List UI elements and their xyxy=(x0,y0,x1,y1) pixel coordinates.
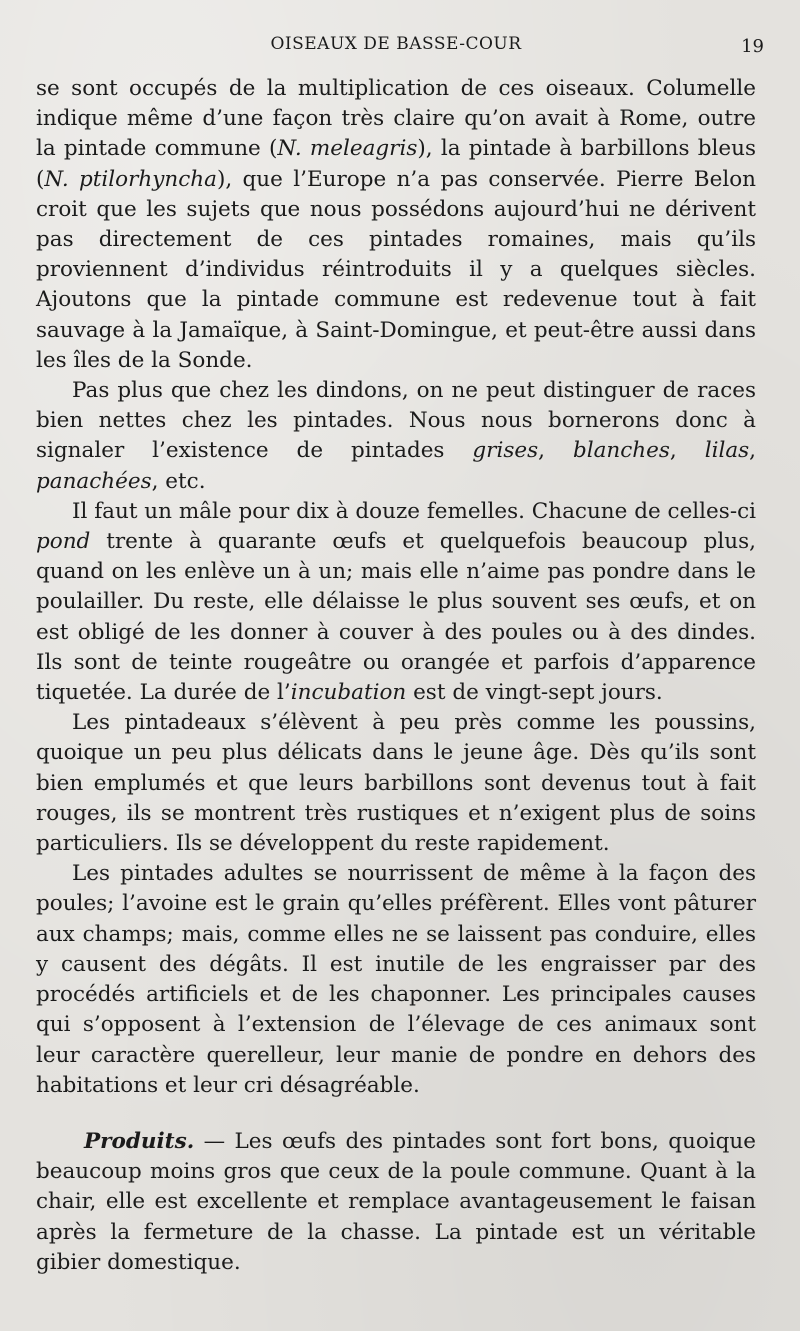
paragraph-reproduction xyxy=(36,497,756,708)
text-run: Pas plus que chez les dindons, on ne peut distinguer de races bien nettes chez les pintades. Nous nous bornerons donc à signaler l’existence de pintades xyxy=(36,378,756,464)
paragraph-races xyxy=(36,376,756,497)
paragraph-pintadeaux xyxy=(36,708,756,859)
paragraph-continued xyxy=(36,74,756,376)
text-run: Les pintadeaux s’élèvent à peu près comme les poussins, quoique un peu plus délicats dans le jeune âge. Dès qu’ils sont bien emplumés et que leurs barbillons sont devenus tout à fait rouges, ils se montrent très rustiques et n’exigent plus de soins particuliers. Ils se développent du reste rapidement. xyxy=(36,710,756,857)
text-run: se sont occupés de la multiplication de ces oiseaux. Columelle indique même d’une façon très claire qu’on avait à Rome, outre la pintade commune ( xyxy=(36,76,756,162)
italic-term: panachées xyxy=(36,468,152,494)
text-run: Il faut un mâle pour dix à douze femelles. Chacune de celles-ci xyxy=(72,498,756,524)
text-run: ), que l’Europe n’a pas conservée. Pierre Belon croit que les sujets que nous possédons aujourd’hui ne dérivent pas directement de ces pintades romaines, mais qu’ils proviennent d’individus réintroduits il y a quelques siècles. Ajoutons que la pintade commune est redevenue tout à fait sauvage à la Jamaïque, à Saint-Domingue, et peut-être aussi dans les îles de la Sonde. xyxy=(36,166,756,373)
italic-term: pond xyxy=(36,529,91,555)
page-number: 19 xyxy=(741,36,764,57)
italic-term: grises xyxy=(472,438,539,464)
text-run: ), la pintade à barbillons bleus ( xyxy=(36,136,756,192)
italic-term: lilas xyxy=(704,438,750,464)
text-run: , xyxy=(749,438,757,464)
paragraph-adultes xyxy=(36,859,756,1101)
running-head xyxy=(36,34,764,60)
text-run: , xyxy=(538,438,573,464)
italic-term: incubation xyxy=(290,680,407,706)
running-title: OISEAUX DE BASSE-COUR xyxy=(270,34,522,54)
text-run: , xyxy=(669,438,705,464)
section-heading-produits: Produits. xyxy=(84,1128,195,1154)
italic-species-name: N. meleagris xyxy=(277,136,418,162)
italic-species-name: N. ptilorhyncha xyxy=(44,166,217,192)
section-produits xyxy=(36,1127,756,1278)
text-run: Les pintades adultes se nourrissent de même à la façon des poules; l’avoine est le grain qu’elles préfèrent. Elles vont pâturer aux champs; mais, comme elles ne se laissent pas conduire, elles y causent des dégâts. Il est inutile de les engraisser par des procédés artificiels et de les chaponner. Les principales causes qui s’opposent à l’extension de l’élevage de ces animaux sont leur caractère querelleur, leur manie de pondre en dehors des habitations et leur cri désagréable. xyxy=(36,861,756,1098)
italic-term: blanches xyxy=(572,438,670,464)
text-run: , etc. xyxy=(151,468,206,494)
text-run: est de vingt-sept jours. xyxy=(406,680,663,706)
text-run: — Les œufs des pintades sont fort bons, quoique beaucoup moins gros que ceux de la poule commune. Quant à la chair, elle est excellente et remplace avantageusement le faisan après la fermeture de la chasse. La pintade est un véritable gibier domestique. xyxy=(36,1128,756,1275)
text-run: trente à quarante œufs et quelquefois beaucoup plus, quand on les enlève un à un; mais elle n’aime pas pondre dans le poulailler. Du reste, elle délaisse le plus souvent ses œufs, et on est obligé de les donner à couver à des poules ou à des dindes. Ils sont de teinte rougeâtre ou orangée et parfois d’apparence tiquetée. La durée de l’ xyxy=(36,529,756,706)
body-text xyxy=(36,74,756,1278)
